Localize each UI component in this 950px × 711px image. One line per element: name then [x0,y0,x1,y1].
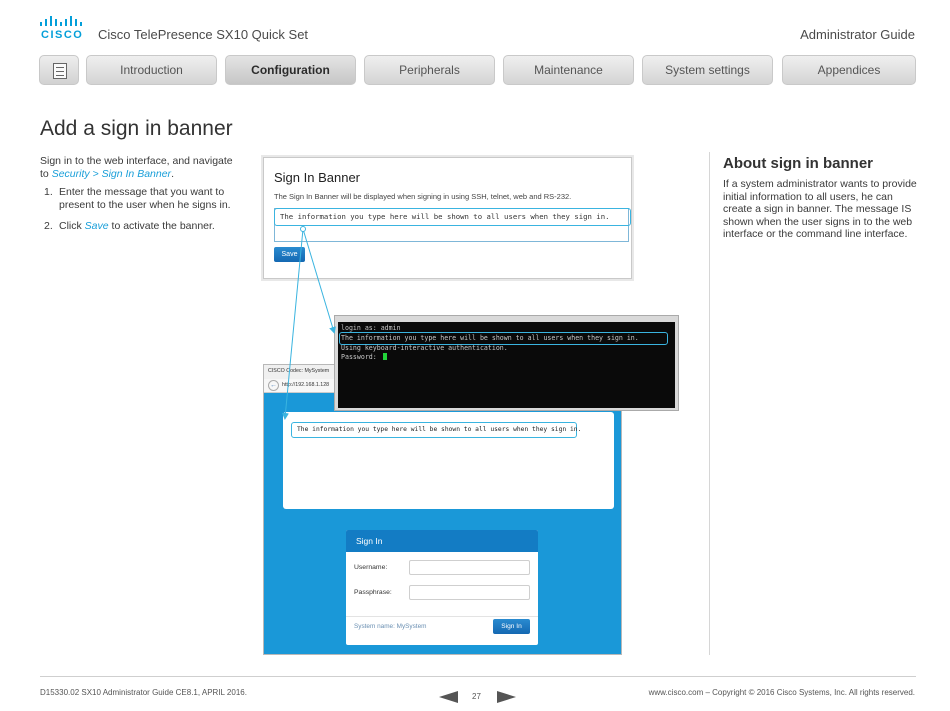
cisco-logo [40,16,86,40]
terminal-prompt: Password: [341,353,381,361]
document-title: Cisco TelePresence SX10 Quick Set [98,27,309,42]
step-prefix: Click [59,220,85,232]
tab-system-settings[interactable]: System settings [642,55,773,85]
intro-text [40,155,240,181]
save-link[interactable]: Save [84,220,109,232]
footer-doc-id: D15330.02 SX10 Administrator Guide CE8.1, APRIL 2016. [40,688,247,697]
step-item [44,186,234,212]
logo-text: CISCO [41,29,84,41]
step-number: 1. [44,186,53,198]
page-title: Add a sign in banner [40,117,233,140]
sign-in-banner-panel [263,157,632,279]
step-suffix: to activate the banner. [108,220,215,232]
tab-introduction[interactable]: Introduction [86,55,217,85]
banner-message-field[interactable] [274,208,629,242]
tab-maintenance[interactable]: Maintenance [503,55,634,85]
section-nav [39,55,916,85]
step-number: 2. [44,220,53,232]
previous-page-icon[interactable] [439,691,458,703]
next-page-icon[interactable] [497,691,516,703]
intro-suffix: . [171,168,174,180]
document-icon [53,63,67,79]
divider [346,616,538,617]
browser-url[interactable]: http://192.168.1.128 [282,382,330,388]
sidebar-text: If a system administrator wants to provide initial information to all users, he can create a sign in banner. The message IS shown when the user signs in to the web interface or the command line interface. [723,178,917,240]
back-arrow-icon[interactable]: ← [270,382,277,389]
terminal-screenshot [334,315,679,411]
system-name: System name: MySystem [354,623,427,630]
browser-tab[interactable]: CISCO Codec: MySystem [268,368,330,374]
cisco-logo-bars-icon [40,16,82,28]
tab-appendices[interactable]: Appendices [782,55,916,85]
username-label: Username: [354,564,388,571]
banner-message-value[interactable]: The information you type here will be shown to all users when they sign in. [274,208,631,226]
terminal-line: login as: admin [341,324,401,332]
tab-peripherals[interactable]: Peripherals [364,55,495,85]
terminal-line: Using keyboard-interactive authentication. [341,344,508,352]
panel-title: Sign In Banner [274,170,361,185]
terminal-screen [338,322,675,408]
column-divider [709,152,710,655]
footer-divider [40,676,916,677]
terminal-line [341,353,387,361]
banner-message-text: The information you type here will be shown to all users when they sign in. [291,422,577,438]
terminal-line: The information you type here will be shown to all users when they sign in. [341,334,639,342]
passphrase-input[interactable] [409,585,530,600]
tab-configuration[interactable]: Configuration [225,55,356,85]
username-input[interactable] [409,560,530,575]
passphrase-label: Passphrase: [354,589,392,596]
sign-in-card [346,530,538,645]
sign-in-button[interactable]: Sign In [493,619,530,634]
step-item [44,220,234,233]
page-number: 27 [472,692,481,701]
cursor-icon [383,353,387,360]
step-text: Enter the message that you want to present to the user when he signs in. [59,186,231,211]
footer-copyright: www.cisco.com – Copyright © 2016 Cisco Systems, Inc. All rights reserved. [648,688,915,697]
intro-prefix: Sign in to the web interface, and navigate to [40,155,233,180]
sign-in-heading: Sign In [346,530,538,552]
document-type: Administrator Guide [800,27,915,42]
security-menu-link[interactable]: Security > Sign In Banner [51,168,172,180]
home-button[interactable] [39,55,79,85]
step-text [59,220,215,233]
save-button[interactable]: Save [274,247,305,262]
banner-message-box [283,412,614,509]
sidebar-heading: About sign in banner [723,155,873,172]
steps-list [44,186,234,241]
panel-description: The Sign In Banner will be displayed when signing in using SSH, telnet, web and RS-232. [274,192,572,201]
